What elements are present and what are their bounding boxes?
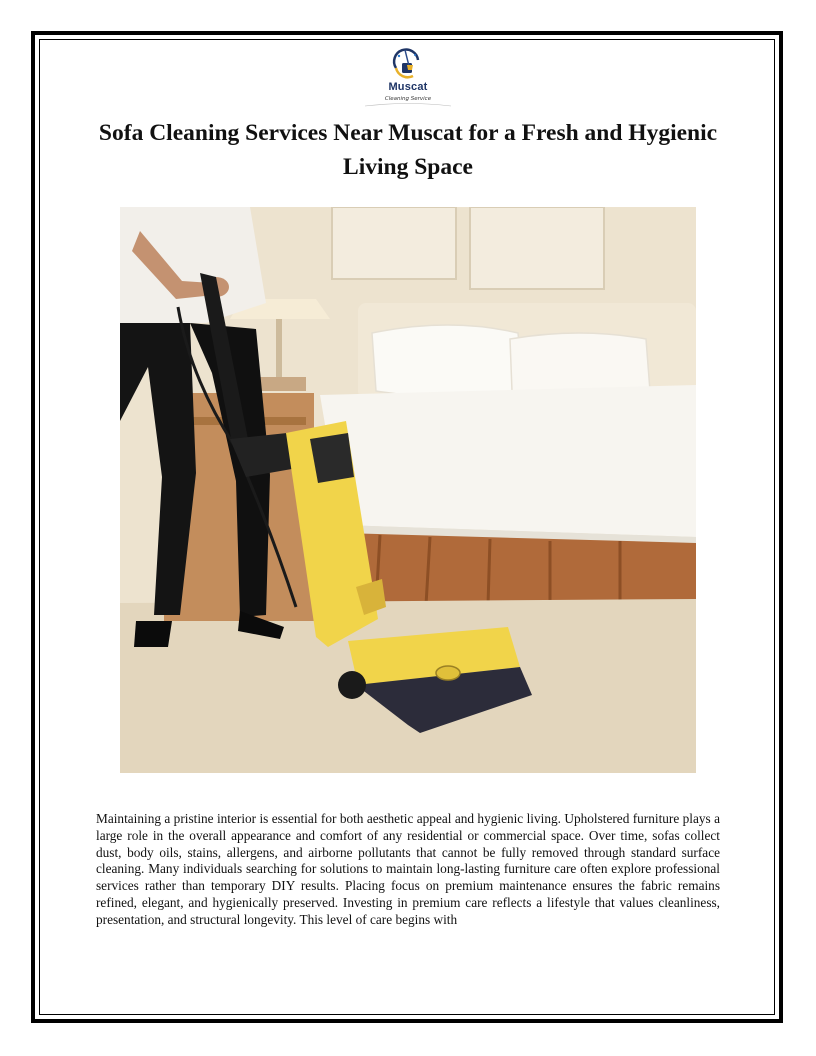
company-logo [355, 46, 461, 108]
page-title: Sofa Cleaning Services Near Muscat for a Fresh and Hygienic Living Space [98, 120, 718, 180]
vacuum-cleaning-photo [120, 207, 696, 773]
logo-name: Muscat [388, 81, 428, 93]
logo-tagline: Cleaning Service [384, 96, 432, 102]
bedroom-vacuum-illustration [120, 207, 696, 773]
body-paragraph: Maintaining a pristine interior is essential for both aesthetic appeal and hygienic living. Upholstered furniture plays a large role in the overall appearance and comfort of any residential or commercial space. Over time, sofas collect dust, body oils, stains, allergens, and airborne pollutants that cannot be fully removed through standard surface cleaning. Many individuals searching for solutions to maintain long-lasting furniture care often explore professional services rather than temporary DIY results. Placing focus on premium maintenance ensures the fabric remains refined, elegant, and hygienically preserved. Investing in premium care reflects a lifestyle that values cleanliness, presentation, and structural longevity. This level of care begins with [96, 811, 720, 927]
